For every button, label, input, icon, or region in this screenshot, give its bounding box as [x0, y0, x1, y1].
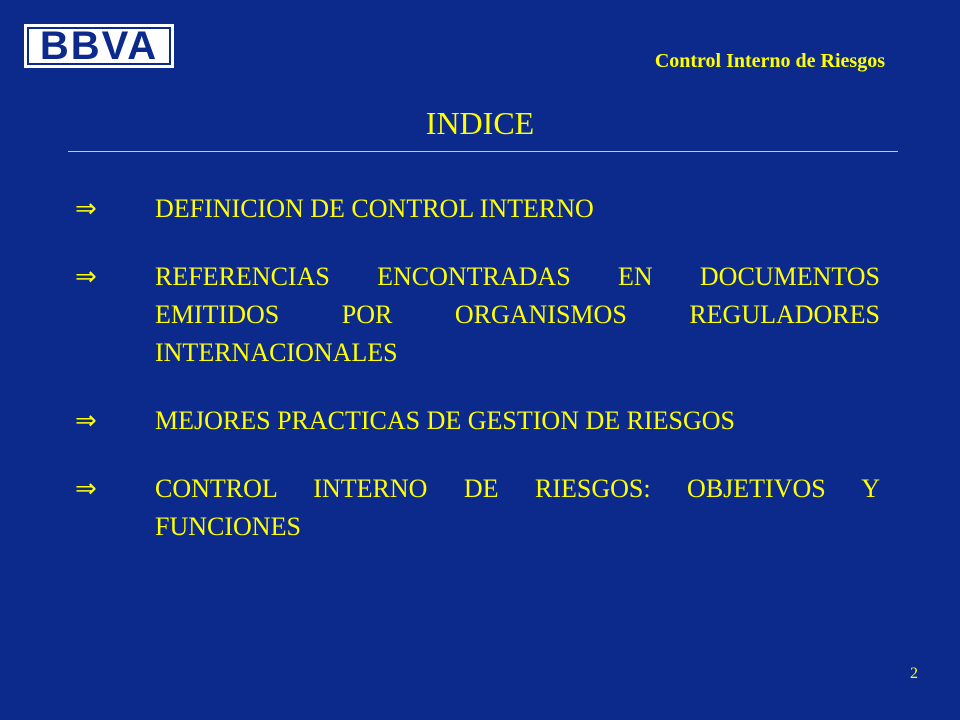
double-arrow-icon: ⇒ — [75, 194, 97, 224]
bbva-logo — [22, 22, 176, 70]
logo-frame — [27, 24, 171, 68]
page-title: INDICE — [425, 105, 535, 141]
list-item-text: MEJORES PRACTICAS DE GESTION DE RIESGOS — [155, 406, 735, 435]
list-item — [75, 402, 880, 440]
double-arrow-icon: ⇒ — [75, 406, 97, 436]
double-arrow-icon: ⇒ — [75, 474, 97, 504]
list-item-text: DEFINICION DE CONTROL INTERNO — [155, 194, 594, 223]
index-list — [75, 190, 880, 576]
list-item-text: CONTROL INTERNO DE RIESGOS: OBJETIVOS Y FUNCIONES — [155, 474, 880, 541]
title-divider — [68, 151, 898, 152]
list-item — [75, 258, 880, 372]
list-item — [75, 470, 880, 546]
logo-text: BBVA — [39, 24, 159, 68]
list-item-text: REFERENCIAS ENCONTRADAS EN DOCUMENTOS EMITIDOS POR ORGANISMOS REGULADORES INTERNACIONALES — [155, 262, 880, 367]
section-title: Control Interno de Riesgos — [654, 50, 885, 72]
list-item — [75, 190, 880, 228]
page-number: 2 — [910, 665, 918, 682]
double-arrow-icon: ⇒ — [75, 262, 97, 292]
